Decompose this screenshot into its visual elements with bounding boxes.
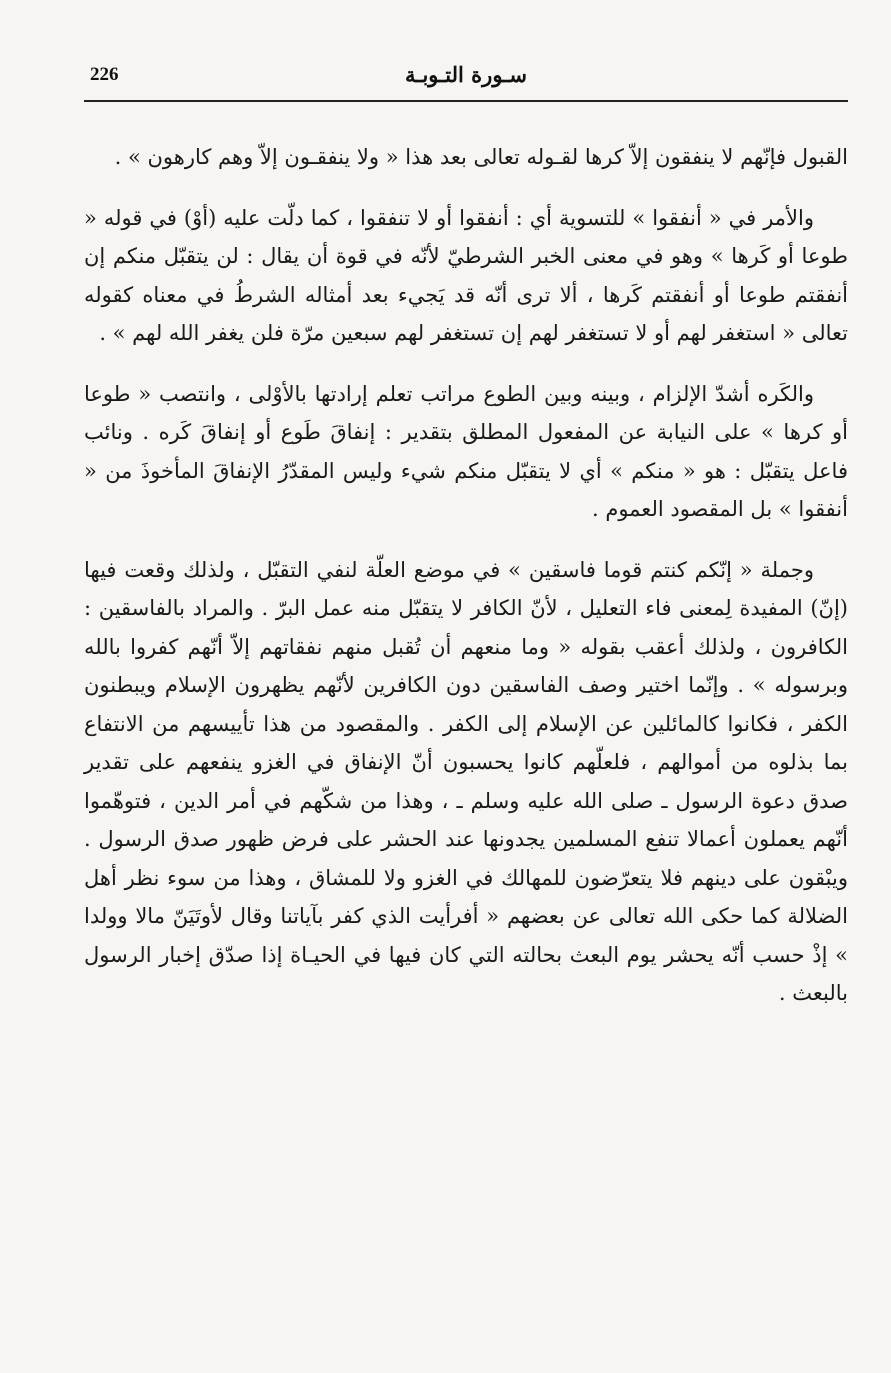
page-header	[84, 58, 848, 102]
paragraph: والكَره أشدّ الإلزام ، وبينه وبين الطوع مراتب تعلم إرادتها بالأوْلى ، وانتصب « طوعا أو كرها » على النيابة عن المفعول المطلق بتقدير : إنفاقَ طَوع أو إنفاقَ كَره . ونائب فاعل يتقبّل : هو « منكم » أي لا يتقبّل منكم شيء وليس المقدّرُ الإنفاقَ المأخوذَ من « أنفقوا » بل المقصود العموم .	[84, 381, 848, 521]
paragraph: القبول فإنّهم لا ينفقون إلاّ كرها لقـوله تعالى بعد هذا « ولا ينفقـون إلاّ وهم كارهون » .	[114, 145, 848, 169]
paragraph: والأمر في « أنفقوا » للتسوية أي : أنفقوا أو لا تنفقوا ، كما دلّت عليه (أوْ) في قوله « طوعا أو كَرها » وهو في معنى الخبر الشرطيّ لأنّه في قوة أن يقال : لن يتقبّل منكم إن أنفقتم طوعا أو أنفقتم كَرها ، ألا ترى أنّه قد يَجيء بعد أمثاله الشرطُ في معناه كقوله تعالى « استغفر لهم أو لا تستغفر لهم إن تستغفر لهم سبعين مرّة فلن يغفر الله لهم » .	[84, 205, 848, 345]
running-title: سـورة التـوبـة	[405, 62, 527, 87]
header-rule	[84, 100, 848, 102]
paragraph: وجملة « إنّكم كنتم قوما فاسقين » في موضع العلّة لنفي التقبّل ، ولذلك وقعت فيها (إنّ) المفيدة لِمعنى فاء التعليل ، لأنّ الكافر لا يتقبّل منه عمل البرّ . والمراد بالفاسقين : الكافرون ، ولذلك أعقب بقوله « وما منعهم أن تُقبل منهم نفقاتهم إلاّ أنّهم كفروا بالله وبرسوله » . وإنّما اختير وصف الفاسقين دون الكافرين لأنّهم يظهرون الإسلام ويبطنون الكفر ، فكانوا كالمائلين عن الإسلام إلى الكفر . والمقصود من هذا تأييسهم من الانتفاع بما بذلوه من أموالهم ، فلعلّهم كانوا يحسبون أنّ الإنفاق في الغزو ينفعهم على تقدير صدق دعوة الرسول ـ صلى الله عليه وسلم ـ ، وهذا من شكّهم في أمر الدين ، فتوهّموا أنّهم يعملون أعمالا تنفع المسلمين يجدونها عند الحشر على فرض ظهور صدق الرسول . ويبْقون على دينهم فلا يتعرّضون للمهالك في الغزو ولا للمشاق ، وهذا من سوء نظر أهل الضلالة كما حكى الله تعالى عن بعضهم « أفرأيت الذي كفر بآياتنا وقال لأوتَيَنّ مالا وولدا » إذْ حسب أنّه يحشر يوم البعث بحالته التي كان فيها في الحيـاة إذا صدّق إخبار الرسول بالبعث .	[84, 557, 848, 1005]
page-number: 226	[90, 64, 119, 85]
page-body	[84, 138, 848, 1035]
